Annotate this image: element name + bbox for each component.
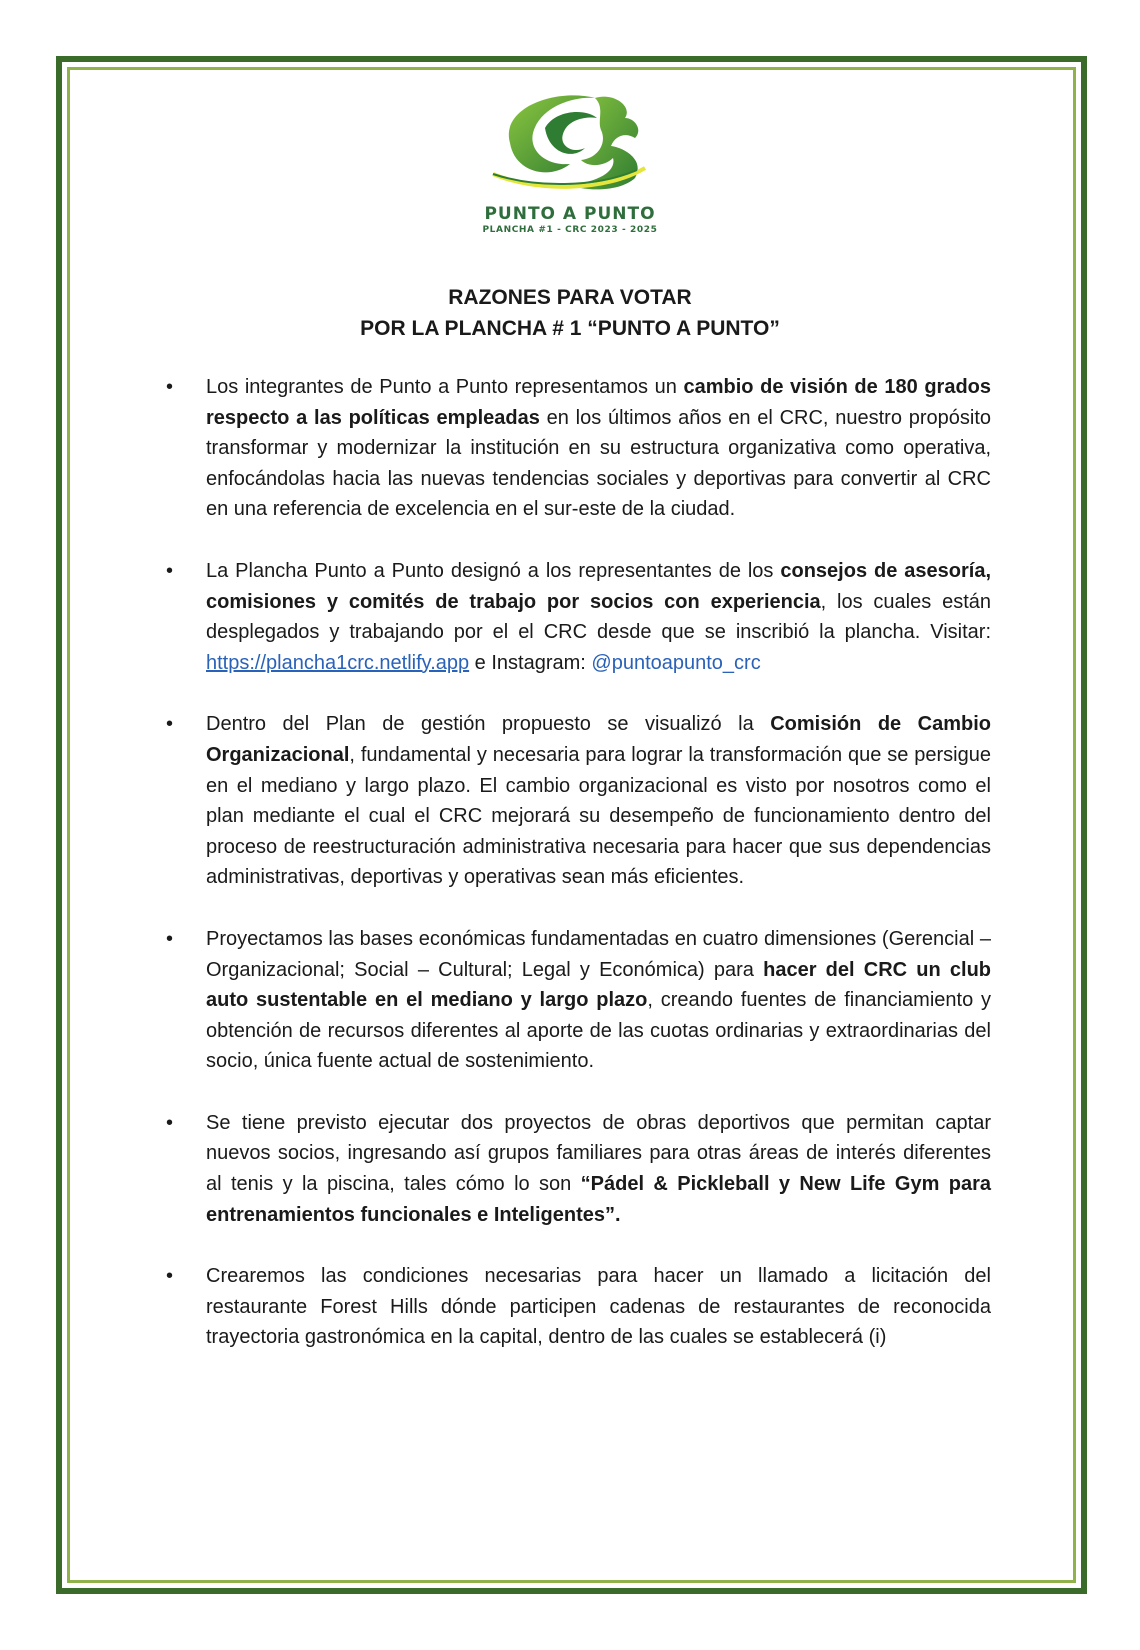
list-item: • Dentro del Plan de gestión propuesto se visualizó la Comisión de Cambio Organizacional, fundamental y necesaria para lograr la transformación que se persigue en el mediano y largo plazo. El cambio organizacional es visto por nosotros como el plan mediante el cual el CRC mejorará su desempeño de funcionamiento dentro del proceso de reestructuración administrativa necesaria para hacer que sus dependencias administrativas, deportivas y operativas sean más eficientes.	[166, 709, 991, 893]
instagram-handle: @puntoapunto_crc	[591, 651, 761, 674]
bullet-icon: •	[166, 713, 174, 736]
website-link[interactable]: https://plancha1crc.netlify.app	[206, 651, 470, 674]
title-line-1: RAZONES PARA VOTAR	[448, 286, 692, 309]
bullet-icon: •	[166, 559, 174, 582]
bullet-icon: •	[166, 1265, 174, 1288]
bullet-icon: •	[166, 927, 174, 950]
punto-a-punto-logo	[450, 88, 690, 248]
title-line-2: POR LA PLANCHA # 1 “PUNTO A PUNTO”	[360, 317, 780, 340]
logo-emblem-icon	[485, 88, 655, 200]
logo-subtitle: PLANCHA #1 - CRC 2023 - 2025	[482, 225, 658, 235]
list-item: • La Plancha Punto a Punto designó a los representantes de los consejos de asesoría, comisiones y comités de trabajo por socios con experiencia, los cuales están desplegados y trabajando por el el CRC desde que se inscribió la plancha. Visitar: https://plancha1crc.netlify.app e Instagram: @puntoapunto_crc	[166, 556, 991, 678]
list-item: • Proyectamos las bases económicas fundamentadas en cuatro dimensiones (Gerencial – Organizacional; Social – Cultural; Legal y Económica) para hacer del CRC un club auto sustentable en el mediano y largo plazo, creando fuentes de financiamiento y obtención de recursos diferentes al aporte de las cuotas ordinarias y extraordinarias del socio, única fuente actual de sostenimiento.	[166, 924, 991, 1077]
reasons-list	[166, 372, 991, 1384]
logo-title: PUNTO A PUNTO	[484, 204, 656, 224]
bullet-icon: •	[166, 1111, 174, 1134]
page-title	[120, 282, 1020, 344]
list-item: • Los integrantes de Punto a Punto representamos un cambio de visión de 180 grados respecto a las políticas empleadas en los últimos años en el CRC, nuestro propósito transformar y modernizar la institución en su estructura organizativa como operativa, enfocándolas hacia las nuevas tendencias sociales y deportivas para convertir al CRC en una referencia de excelencia en el sur-este de la ciudad.	[166, 372, 991, 525]
list-item: • Se tiene previsto ejecutar dos proyectos de obras deportivos que permitan captar nuevos socios, ingresando así grupos familiares para otras áreas de interés diferentes al tenis y la piscina, tales cómo lo son “Pádel & Pickleball y New Life Gym para entrenamientos funcionales e Inteligentes”.	[166, 1108, 991, 1230]
bullet-icon: •	[166, 376, 174, 398]
list-item: • Crearemos las condiciones necesarias para hacer un llamado a licitación del restaurante Forest Hills dónde participen cadenas de restaurantes de reconocida trayectoria gastronómica en la capital, dentro de las cuales se establecerá (i)	[166, 1261, 991, 1353]
